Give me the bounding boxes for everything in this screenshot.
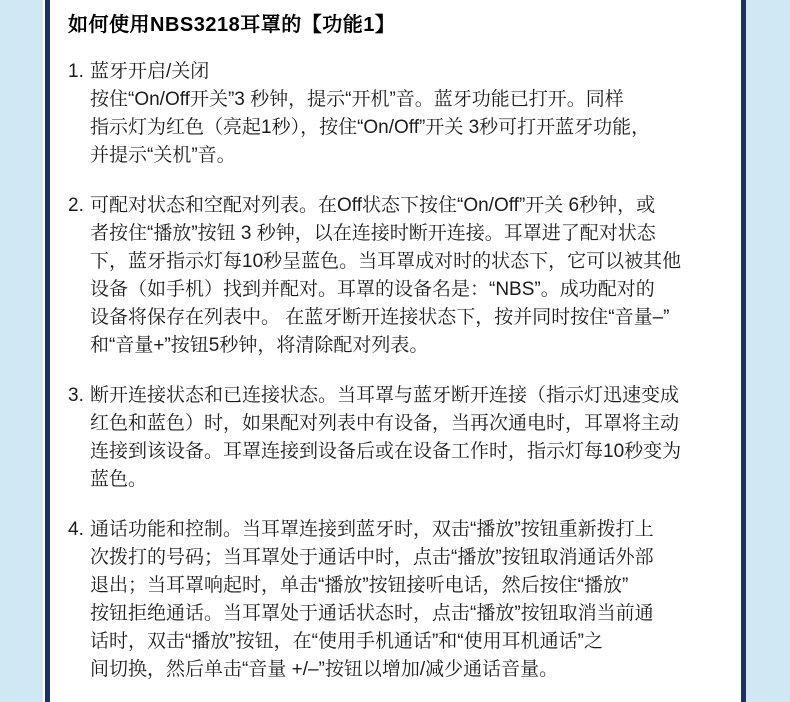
instruction-item — [68, 516, 725, 684]
document-sheet — [43, 0, 746, 702]
item-number: 3. — [68, 385, 84, 406]
document-content — [68, 12, 725, 684]
instruction-item — [68, 382, 725, 494]
instruction-item — [68, 58, 725, 170]
item-number: 4. — [68, 519, 84, 540]
item-text: 通话功能和控制。当耳罩连接到蓝牙时，双击“播放”按钮重新拨打上 次拨打的号码；当耳罩处于通话中时，点击“播放”按钮取消通话外部 退出；当耳罩响起时，单击“播放”按钮接听电话，然后按住“播放” 按钮拒绝通话。当耳罩处于通话状态时，点击“播放”按钮取消当前通 话时，双击“播放”按钮，在“使用手机通话”和“使用耳机通话”之 间切换，然后单击“音量 +/–”按钮以增加/减少通话音量。 — [90, 519, 654, 680]
item-number: 2. — [68, 195, 84, 216]
item-text: 断开连接状态和已连接状态。当耳罩与蓝牙断开连接（指示灯迅速变成 红色和蓝色）时，如果配对列表中有设备，当再次通电时，耳罩将主动 连接到该设备。耳罩连接到设备后或在设备工作时，指示灯每10秒变为 蓝色。 — [90, 385, 682, 490]
item-text: 可配对状态和空配对列表。在Off状态下按住“On/Off”开关 6秒钟，或 者按住“播放”按钮 3 秒钟，以在连接时断开连接。耳罩进了配对状态 下，蓝牙指示灯每10秒呈蓝色。当耳罩成对时的状态下，它可以被其他 设备（如手机）找到并配对。耳罩的设备名是：“NBS”。成功配对的 设备将保存在列表中。 在蓝牙断开连接状态下，按并同时按住“音量–” 和“音量+”按钮5秒钟，将清除配对列表。 — [90, 195, 682, 356]
item-text: 蓝牙开启/关闭 按住“On/Off开关”3 秒钟，提示“开机”音。蓝牙功能已打开。同样 指示灯为红色（亮起1秒），按住“On/Off”开关 3秒可打开蓝牙功能， 并提示“关机”音。 — [90, 61, 651, 166]
instruction-item — [68, 192, 725, 360]
page-title: 如何使用NBS3218耳罩的【功能1】 — [68, 14, 396, 36]
item-number: 1. — [68, 61, 84, 82]
left-border-rule — [45, 0, 50, 702]
